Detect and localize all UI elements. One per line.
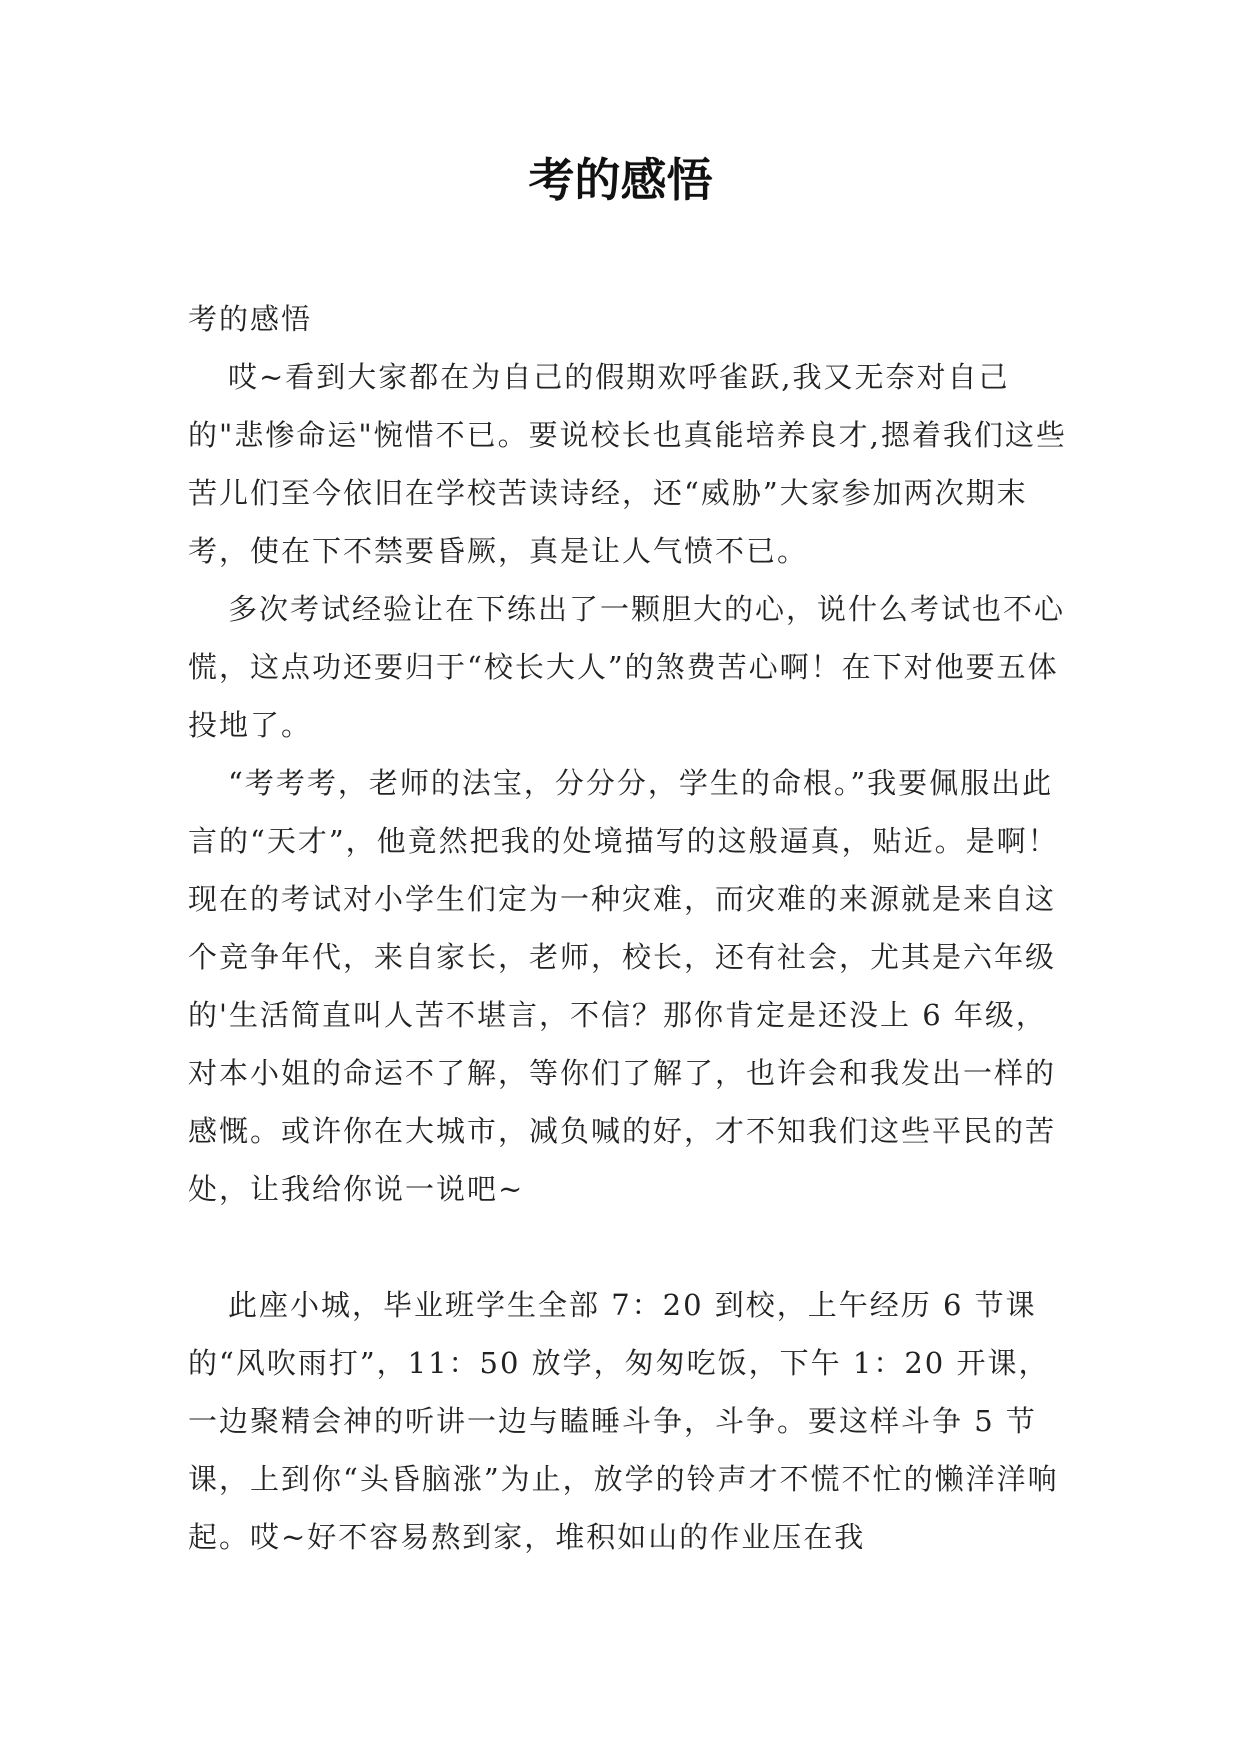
subtitle-line: 考的感悟 bbox=[188, 302, 313, 336]
paragraph-2: 多次考试经验让在下练出了一颗胆大的心，说什么考试也不心慌，这点功还要归于“校长大人”的煞费苦心啊！在下对他要五体投地了。 bbox=[188, 592, 1066, 742]
paragraph-4: 此座小城，毕业班学生全部 7：20 到校，上午经历 6 节课的“风吹雨打”，11：50 放学，匆匆吃饭，下午 1：20 开课，一边聚精会神的听讲一边与瞌睡斗争，斗争。要这样斗争 5 节课，上到你“头昏脑涨”为止，放学的铃声才不慌不忙的懒洋洋响起。哎~好不容易熬到家，堆积如山的作业压在我 bbox=[188, 1288, 1059, 1554]
document-title: 考的感悟 bbox=[528, 153, 713, 207]
paragraph-1: 哎~看到大家都在为自己的假期欢呼雀跃,我又无奈对自己的"悲惨命运"惋惜不已。要说校长也真能培养良才,摁着我们这些苦儿们至今依旧在学校苦读诗经，还“威胁”大家参加两次期末考，使在下不禁要昏厥，真是让人气愤不已。 bbox=[188, 360, 1067, 568]
document-body bbox=[188, 290, 1068, 1566]
paragraph-gap bbox=[188, 1218, 1068, 1276]
paragraph-3: “考考考，老师的法宝，分分分，学生的命根。”我要佩服出此言的“天才”，他竟然把我的处境描写的这般逼真，贴近。是啊！现在的考试对小学生们定为一种灾难，而灾难的来源就是来自这个竞争年代，来自家长，老师，校长，还有社会，尤其是六年级的'生活简直叫人苦不堪言，不信？那你肯定是还没上 6 年级，对本小姐的命运不了解，等你们了解了，也许会和我发出一样的感慨。或许你在大城市，减负喊的好，才不知我们这些平民的苦处，让我给你说一说吧~ bbox=[188, 766, 1059, 1206]
